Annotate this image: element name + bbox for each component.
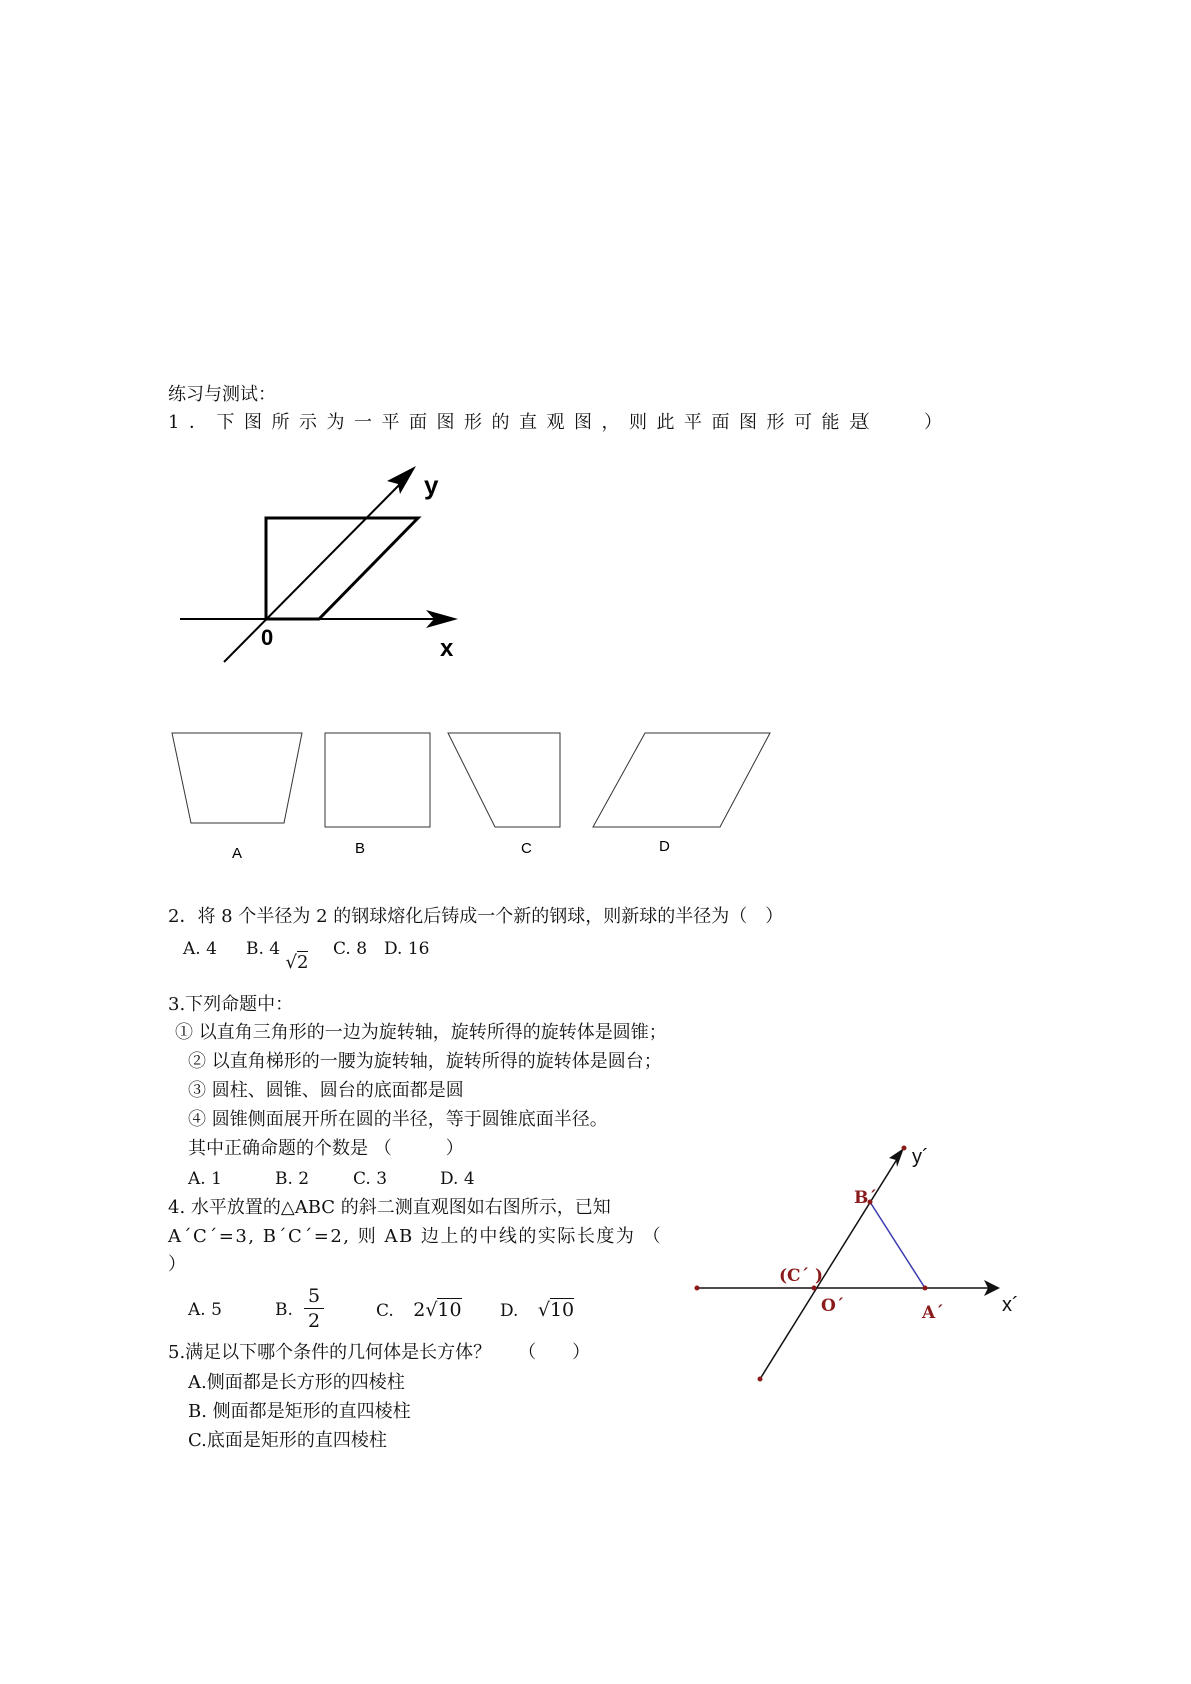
q2-option-b[interactable] — [246, 938, 309, 973]
q2-option-b-radicand: 2 — [297, 952, 309, 973]
point-left-end — [695, 1286, 700, 1291]
q4-option-d-expr: √10 — [537, 1299, 575, 1321]
q4-c-label: (C´ ) — [779, 1266, 824, 1286]
q4-stem-line1: 4. 水平放置的△ABC 的斜二测直观图如右图所示，已知 — [168, 1197, 611, 1218]
q2-option-a[interactable]: A. 4 — [183, 939, 217, 959]
q1-stem: 1．下图所示为一平面图形的直观图，则此平面图形可能是 — [168, 412, 877, 433]
q2-option-b-prefix: B. 4 — [246, 939, 281, 959]
q1-y-axis — [224, 474, 410, 662]
q4-figure — [695, 1146, 1001, 1382]
q5-option-a[interactable]: A.侧面都是长方形的四棱柱 — [188, 1372, 405, 1393]
q1-answer-bracket: （ ） — [852, 412, 942, 433]
q4-option-a[interactable]: A. 5 — [188, 1300, 222, 1320]
choice-a-label[interactable]: A — [232, 845, 243, 862]
q3-option-c[interactable]: C. 3 — [353, 1169, 388, 1189]
q5-stem: 5.满足以下哪个条件的几何体是长方体？ （ ） — [168, 1342, 591, 1363]
q2-stem: 2．将 8 个半径为 2 的钢球熔化后铸成一个新的钢球，则新球的半径为（ ） — [168, 906, 784, 927]
q1-y-arrowhead — [387, 466, 416, 494]
point-a — [923, 1286, 928, 1291]
q4-option-c[interactable] — [376, 1299, 462, 1322]
q4-o-label: O´ — [821, 1296, 845, 1316]
q3-statement-2: ② 以直角梯形的一腰为旋转轴，旋转所得的旋转体是圆台； — [188, 1051, 662, 1072]
q4-option-d-label: D. — [500, 1301, 519, 1321]
q1-x-label: x — [440, 635, 454, 662]
choice-c-label[interactable]: C — [521, 840, 532, 857]
q4-option-c-radicand: 10 — [437, 1299, 462, 1321]
q3-statement-1: ① 以直角三角形的一边为旋转轴，旋转所得的旋转体是圆锥； — [175, 1022, 667, 1043]
q3-option-a[interactable]: A. 1 — [188, 1169, 222, 1189]
q4-option-b-fraction — [304, 1284, 324, 1333]
q4-option-b-denominator: 2 — [307, 1310, 321, 1332]
q1-oblique-figure — [180, 466, 458, 662]
point-lower-end — [758, 1377, 763, 1382]
section-heading: 练习与测试： — [168, 384, 276, 405]
q5-option-b[interactable]: B. 侧面都是矩形的直四棱柱 — [188, 1401, 411, 1422]
q4-y-label: y´ — [912, 1146, 929, 1168]
q3-option-d[interactable]: D. 4 — [440, 1169, 475, 1189]
q4-stem-line3: ） — [168, 1254, 186, 1275]
q1-choice-shapes — [172, 733, 770, 827]
segment-b-a — [870, 1202, 925, 1288]
q2-option-c[interactable]: C. 8 — [333, 939, 368, 959]
choice-a-shape — [172, 733, 302, 823]
q4-option-b[interactable] — [275, 1299, 293, 1321]
q4-a-label: A´ — [922, 1303, 944, 1323]
q2-option-d[interactable]: D. 16 — [384, 939, 430, 959]
q4-x-label: x´ — [1002, 1294, 1019, 1316]
q4-option-d[interactable] — [500, 1299, 574, 1322]
q3-question: 其中正确命题的个数是 （ ） — [188, 1138, 464, 1159]
q4-option-c-coef: 2 — [413, 1299, 426, 1321]
q2-option-b-sqrt: √2 — [285, 952, 309, 973]
q4-y-arrowhead — [889, 1148, 904, 1167]
q1-y-label: y — [424, 470, 439, 500]
point-y-end — [902, 1146, 907, 1151]
q4-stem-line2: A´C´=3, B´C´=2, 则 AB 边上的中线的实际长度为 （ — [168, 1226, 663, 1247]
q4-b-label: B´ — [854, 1188, 877, 1208]
q4-option-c-label: C. — [376, 1301, 394, 1321]
q3-option-b[interactable]: B. 2 — [275, 1169, 310, 1189]
q3-intro: 3.下列命题中： — [168, 994, 294, 1015]
choice-d-label[interactable]: D — [659, 838, 670, 855]
q5-option-c[interactable]: C.底面是矩形的直四棱柱 — [188, 1430, 387, 1451]
point-o — [812, 1286, 817, 1291]
q4-option-b-numerator: 5 — [304, 1284, 324, 1309]
choice-c-shape — [448, 733, 560, 827]
q3-statement-4: ④ 圆锥侧面展开所在圆的半径，等于圆锥底面半径。 — [188, 1109, 608, 1130]
choice-b-shape — [325, 733, 430, 827]
q4-option-c-expr: 2√10 — [413, 1299, 462, 1321]
q1-shape — [266, 518, 418, 619]
q4-option-d-radicand: 10 — [549, 1299, 575, 1321]
choice-d-shape — [593, 733, 770, 827]
choice-b-label[interactable]: B — [355, 840, 366, 857]
q4-option-b-label: B. — [275, 1300, 293, 1320]
q1-origin-label: 0 — [261, 625, 274, 650]
q3-statement-3: ③ 圆柱、圆锥、圆台的底面都是圆 — [188, 1080, 464, 1101]
